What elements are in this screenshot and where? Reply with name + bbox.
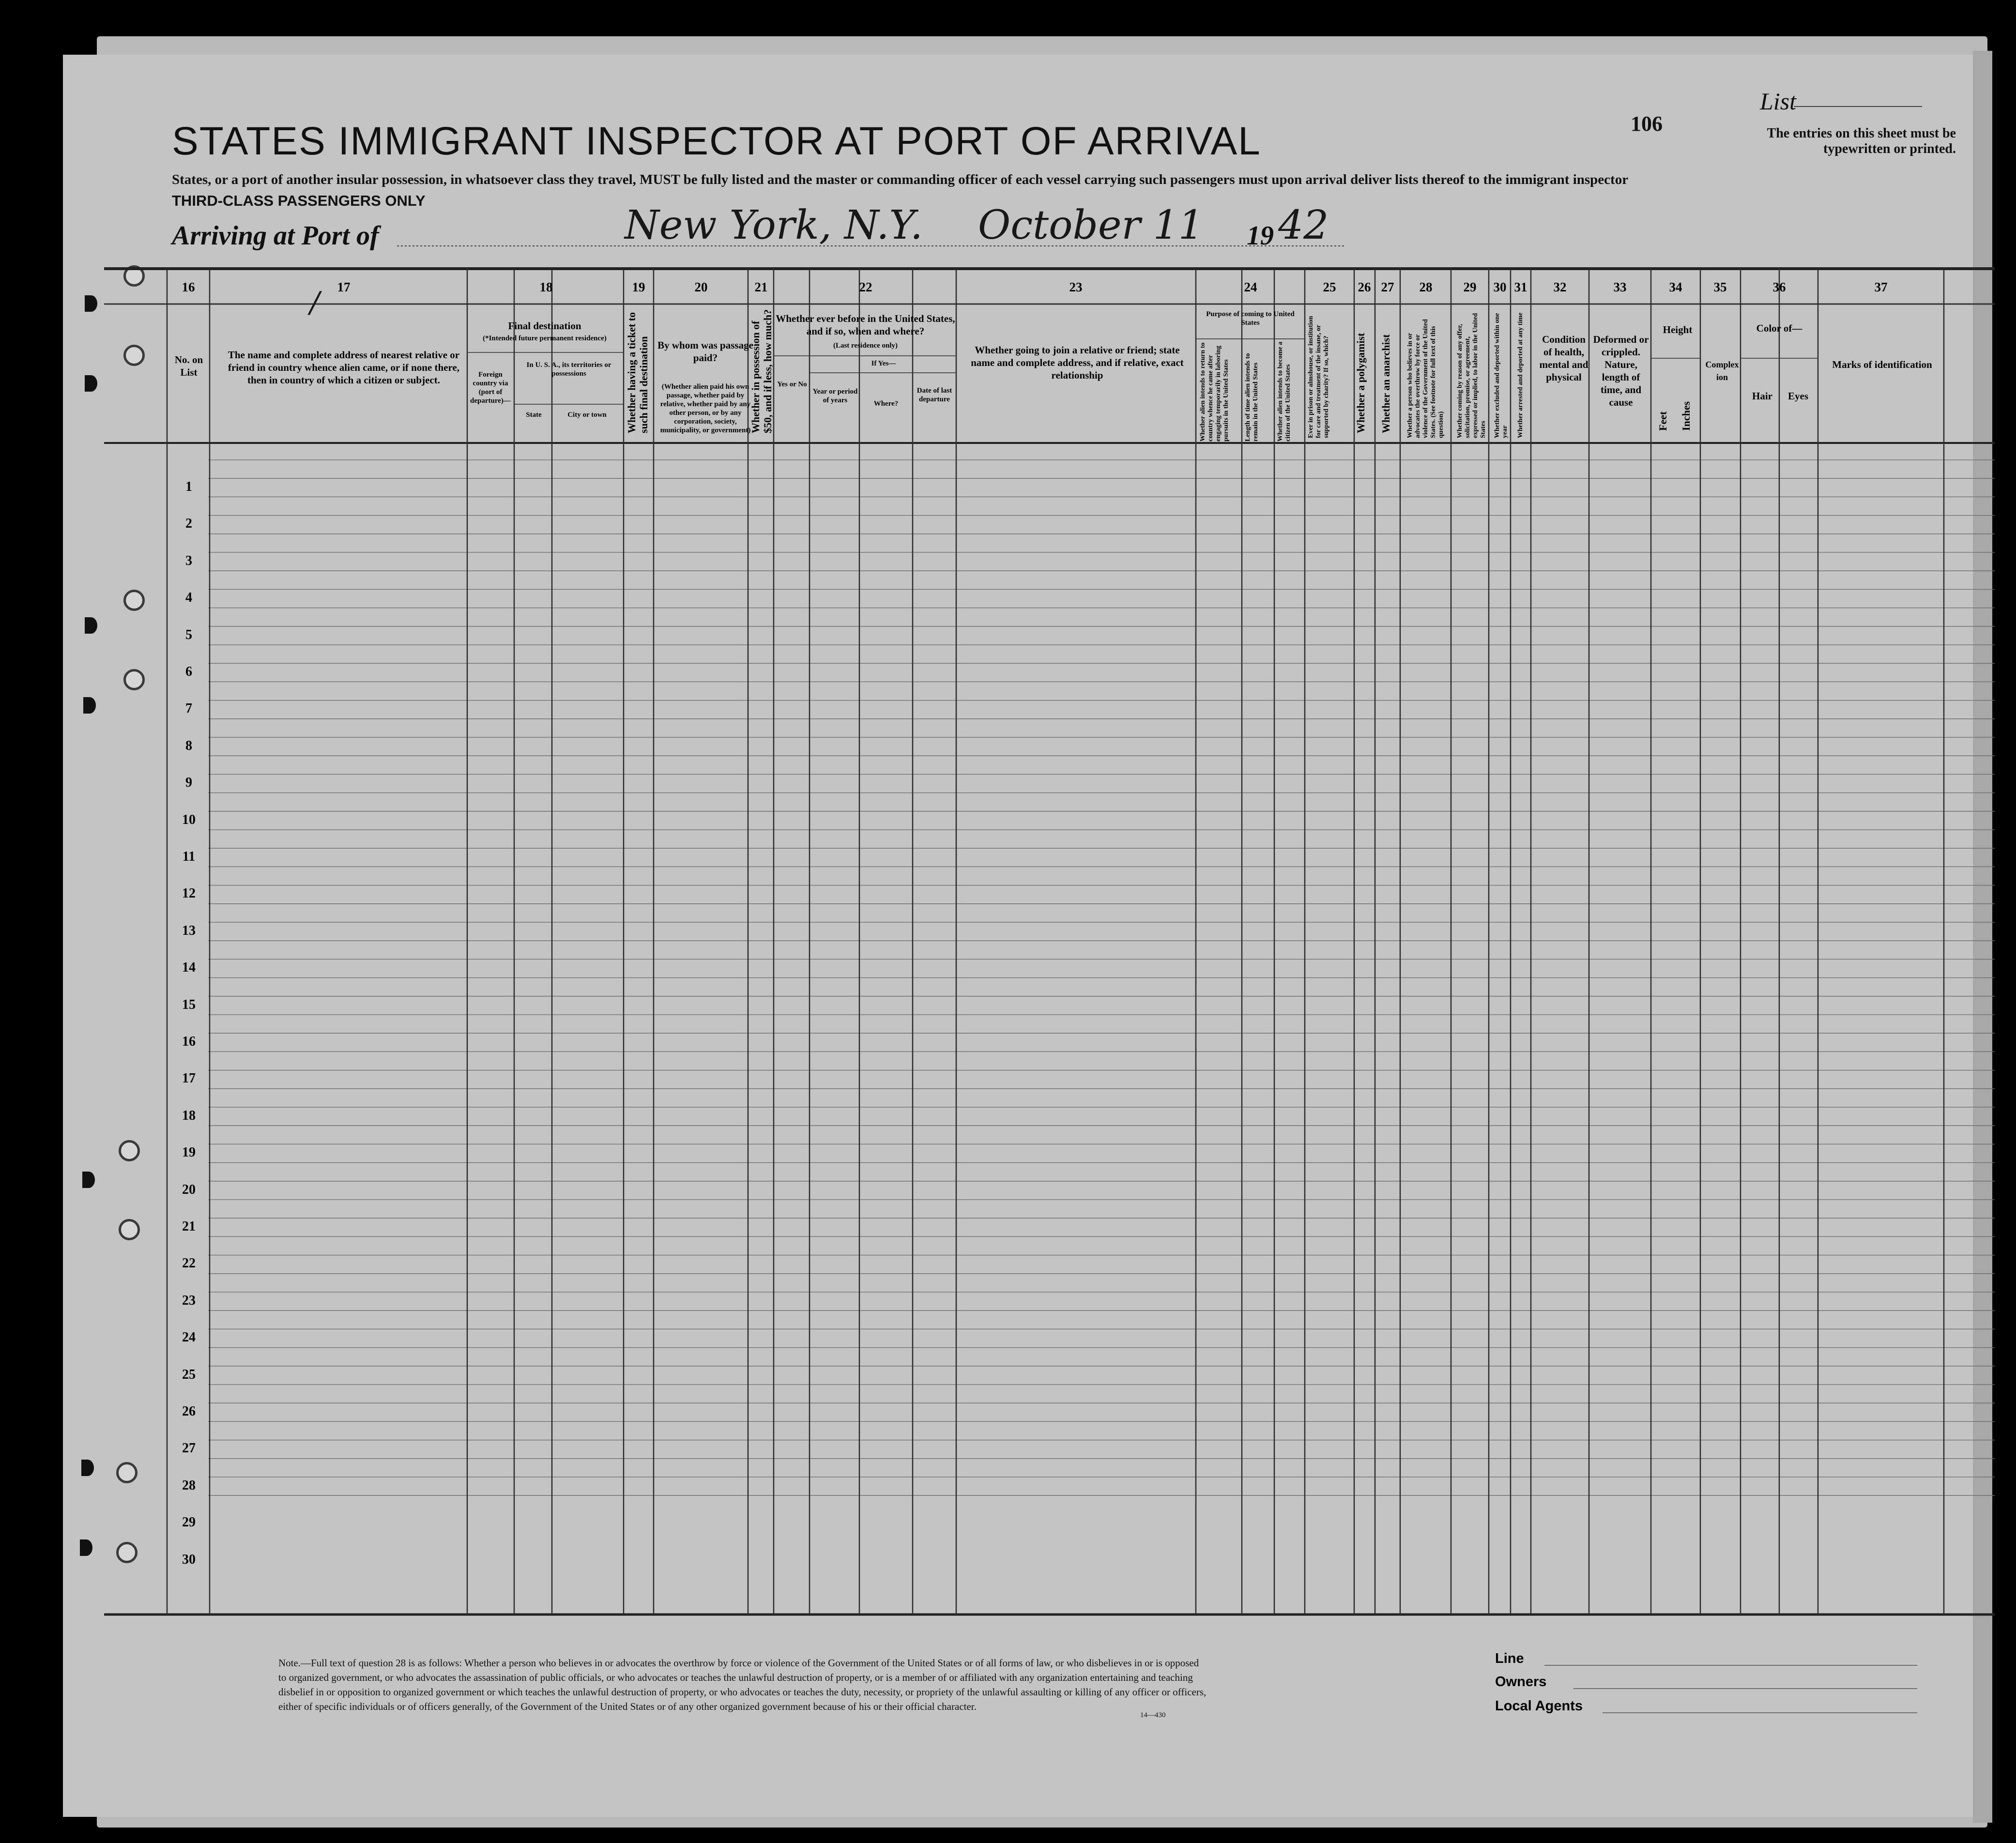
column-number: 25 <box>1323 280 1336 294</box>
column-number: 31 <box>1514 280 1527 294</box>
row-number: 2 <box>185 516 192 532</box>
column-number: 18 <box>539 280 553 294</box>
row-number: 22 <box>182 1256 196 1271</box>
col20-subheader: (Whether alien paid his own passage, whether paid by relative, whether paid by any other person, or by any corporation, society, municipality, or government) <box>660 383 751 434</box>
form-instructions: States, or a port of another insular possession, in whatsoever class they travel, MUST be fully listed and the master or commanding officer of each vessel carrying such passengers must upon arrival deliver lists thereof to the immigrant inspector <box>172 172 1629 187</box>
column-number: 23 <box>1069 280 1083 294</box>
question-28-footnote: Note.—Full text of question 28 is as follows: Whether a person who believes in or advocates the overthrow by force or violence of the Government of the United States or of all forms of law, or who disbelieves in or is opposed to organized government, or who advocates the assassination of public officials, or who advocates or teaches the unlawful destruction of property, or is a member of or affiliated with any organization entertaining and teaching disbelief in or opposition to organized government or which teaches the unlawful destruction of property, or who advocates or teaches the duty, necessity, or propriety of the unlawful assaulting or killing of any officer or officers, either of specific individuals or of officers generally, of the Government of the United States or of any other organized government because of his or their official character. <box>278 1657 1207 1712</box>
col28-header: Whether a person who believes in or advocates the overthrow by force or violence of the Government of the United States. (See footnote for full text of this question) <box>1406 319 1445 438</box>
column-number: 29 <box>1463 280 1477 294</box>
row-number: 23 <box>182 1293 196 1308</box>
row-number: 10 <box>182 812 196 827</box>
column-number: 28 <box>1419 280 1433 294</box>
row-number: 21 <box>182 1219 196 1234</box>
col22-yesno-header: Yes or No <box>777 381 807 388</box>
row-number: 18 <box>182 1108 196 1123</box>
column-number: 37 <box>1874 280 1888 294</box>
row-number: 29 <box>182 1515 196 1530</box>
col18-state-header: State <box>526 411 542 419</box>
col16-header: No. on List <box>174 354 203 378</box>
col31-header: Whether arrested and deported at any time <box>1517 312 1524 438</box>
row-number: 20 <box>182 1182 196 1197</box>
col37-header: Marks of identification <box>1832 359 1932 370</box>
column-number: 21 <box>754 280 768 294</box>
row-number: 19 <box>182 1145 196 1160</box>
col35-header: Complexion <box>1705 360 1739 382</box>
col22-subheader: (Last residence only) <box>833 342 898 350</box>
column-number: 19 <box>632 280 645 294</box>
col32-header: Condition of health, mental and physical <box>1539 334 1588 383</box>
column-number: 16 <box>182 280 195 294</box>
col18-subheader: (*Intended future permanent residence) <box>483 335 607 342</box>
row-number: 26 <box>182 1404 196 1419</box>
row-number: 9 <box>185 775 192 791</box>
column-number: 22 <box>859 280 872 294</box>
col30-header: Whether excluded and deported within one year <box>1494 313 1509 438</box>
form-number: 14—430 <box>1140 1711 1166 1719</box>
col22-ifyes-header: If Yes— <box>871 360 896 367</box>
row-number: 15 <box>182 997 196 1012</box>
col19-header: Whether having a ticket to such final destination <box>626 312 650 433</box>
col27-header: Whether an anarchist <box>1380 334 1392 433</box>
col20-header: By whom was passage paid? <box>657 339 753 364</box>
col22-date-header: Date of last departure <box>916 387 952 403</box>
col18-header: Final destination <box>508 320 581 332</box>
row-number: 5 <box>185 627 192 642</box>
row-number: 16 <box>182 1034 196 1049</box>
col36-eyes-header: Eyes <box>1788 390 1808 402</box>
row-number: 28 <box>182 1477 196 1493</box>
list-label: List <box>1760 88 1797 115</box>
col21-header: Whether in possession of $50, and if less, how much? <box>749 309 774 433</box>
row-number: 6 <box>185 664 192 679</box>
row-number: 4 <box>185 590 192 606</box>
column-number: 20 <box>694 280 708 294</box>
col36-header: Color of— <box>1756 322 1802 334</box>
local-agents-label: Local Agents <box>1495 1698 1583 1714</box>
col24-header: Purpose of coming to United States <box>1206 310 1295 327</box>
row-number: 8 <box>185 738 192 753</box>
col22-header: Whether ever before in the United States, and if so, when and where? <box>776 313 955 337</box>
column-number: 17 <box>337 280 351 294</box>
row-number: 27 <box>182 1441 196 1456</box>
row-number: 11 <box>182 849 196 864</box>
column-number: 35 <box>1713 280 1727 294</box>
owners-label: Owners <box>1495 1674 1547 1690</box>
col29-header: Whether coming by reason of any offer, solicitation, promise, or agreement, expressed or implied, to labor in the United States <box>1456 313 1487 438</box>
column-number: 36 <box>1772 280 1786 294</box>
form-title: STATES IMMIGRANT INSPECTOR AT PORT OF ARRIVAL <box>172 119 1261 163</box>
column-number: 33 <box>1613 280 1627 294</box>
class-line: THIRD-CLASS PASSENGERS ONLY <box>172 192 426 209</box>
col23-header: Whether going to join a relative or friend; state name and complete address, and if relative, exact relationship <box>971 344 1184 381</box>
col24b-header: Length of time alien intends to remain in the United States <box>1244 353 1259 442</box>
column-number: 26 <box>1358 280 1371 294</box>
col18-city-header: City or town <box>567 411 607 419</box>
list-note: The entries on this sheet must be typewritten or printed. <box>1767 126 1956 156</box>
col34-header: Height <box>1663 324 1693 335</box>
column-number: 24 <box>1244 280 1257 294</box>
row-number: 25 <box>182 1367 196 1382</box>
row-number: 17 <box>182 1071 196 1086</box>
row-number: 24 <box>182 1330 196 1345</box>
col25-header: Ever in prison or almshouse, or institution for care and treatment of the insane, or supported by charity? If so, which? <box>1307 316 1330 438</box>
col36-hair-header: Hair <box>1752 390 1772 402</box>
col34-feet-header: Feet <box>1657 411 1669 431</box>
col34-inches-header: Inches <box>1680 401 1692 431</box>
port-handwritten: New York, N.Y. <box>625 202 923 248</box>
arriving-label: Arriving at Port of <box>172 221 379 251</box>
col26-header: Whether a polygamist <box>1355 333 1367 433</box>
year-prefix: 19 <box>1247 221 1274 251</box>
row-number: 14 <box>182 960 196 975</box>
col24c-header: Whether alien intends to become a citizen of the United States <box>1277 341 1292 442</box>
col18-foreign-header: Foreign country via (port of departure)— <box>470 371 511 405</box>
line-label: Line <box>1495 1651 1524 1666</box>
year-handwritten: 42 <box>1278 202 1329 248</box>
row-number: 12 <box>182 886 196 901</box>
row-number: 1 <box>185 479 192 494</box>
date-handwritten: October 11 <box>978 202 1204 248</box>
col24a-header: Whether alien intends to return to country whence he came after engaging temporarily in laboring pursuits in the United States <box>1199 342 1230 442</box>
column-number: 32 <box>1553 280 1567 294</box>
row-number: 30 <box>182 1552 196 1567</box>
col22-years-header: Year or period of years <box>812 388 858 404</box>
column-number: 34 <box>1669 280 1682 294</box>
row-number: 7 <box>185 701 192 716</box>
column-number: 30 <box>1493 280 1507 294</box>
row-number: 3 <box>185 553 192 568</box>
column-number: 27 <box>1381 280 1394 294</box>
col33-header: Deformed or crippled. Nature, length of time, and cause <box>1593 334 1649 408</box>
col22-where-header: Where? <box>873 400 899 408</box>
col18-usa-header: In U. S. A., its territories or possessions <box>526 361 611 378</box>
row-number: 13 <box>182 923 196 938</box>
sheet-number: 106 <box>1631 112 1663 136</box>
col17-header: The name and complete address of nearest relative or friend in country whence alien came, or if none there, then in country of which a citizen or subject. <box>228 349 460 386</box>
column-17-mark: / <box>310 286 320 320</box>
